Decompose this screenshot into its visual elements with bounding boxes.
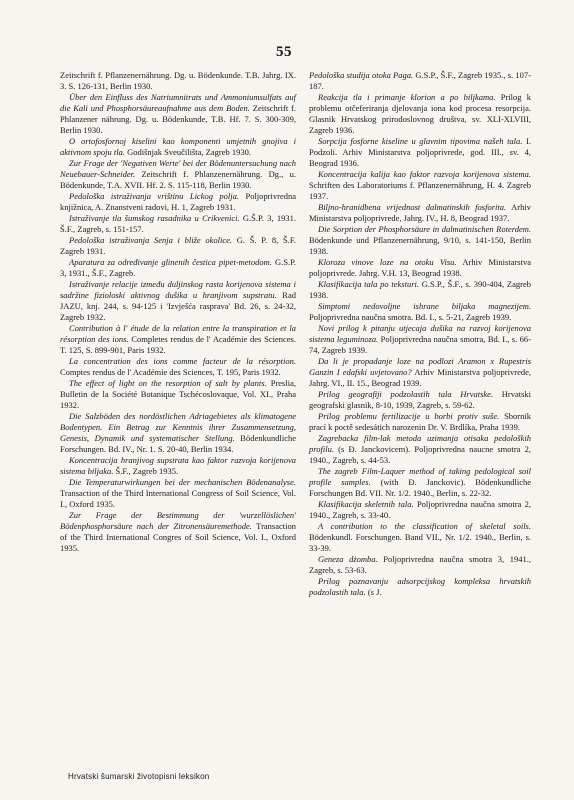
entry-title: Simptomi nedovoljne ishrane biljaka magnezijem.	[318, 301, 531, 311]
entry-details: Sbornik prací k poctě sedesátich narozenin Dr. V. Brdlíka, Praha 1939.	[309, 411, 532, 432]
bibliography-entry	[309, 521, 531, 554]
bibliography-entry	[309, 257, 531, 279]
bibliography-entry	[309, 466, 531, 499]
entry-title: The zagreb Film-Laquer method of taking pedological soil profile samples.	[309, 466, 531, 487]
entry-title: Novi prilog k pitanju utjecaja dušika na razvoj korijenova sistema leguminoza.	[309, 323, 531, 344]
bibliography-right-column	[309, 70, 531, 598]
bibliography-entry	[309, 576, 531, 598]
bibliography-entry	[60, 191, 296, 213]
page-footer: Hrvatski šumarski životopisni leksikon	[68, 772, 210, 781]
entry-details: Poljoprivredna naučna smotra 2, 1940., Zagreb, s. 33-40.	[309, 499, 531, 520]
entry-details: G.S.P., Š.F., s. 390-404, Zagreb 1938.	[309, 279, 531, 300]
bibliography-entry	[309, 224, 531, 257]
bibliography-entry	[60, 455, 296, 477]
entry-details: G. Š. P. 8, Š.F. Zagreb 1931.	[60, 235, 296, 256]
bibliography-entry	[309, 433, 531, 466]
bibliography-entry	[60, 70, 296, 92]
entry-details: Prilog k problemu otčeferiranja djelovanja iona kod procesa resorpcija. Glasnik Hrvatskog prirodoslovnog društva, sv. XLI-XLVIII, Zagreb 1936.	[309, 92, 531, 135]
bibliography-entry	[60, 279, 296, 323]
entry-details: Transaction of the Third International Congres of Soil Science, Vol. I., Oxford 1935.	[60, 521, 297, 553]
entry-details: Comptes rendus de l' Académie des Sciences, T. 195, Paris 1932.	[60, 367, 281, 377]
entry-title: Sorpcija fosforne kiseline u glavnim tipovima našeh tala.	[318, 136, 523, 146]
bibliography-entry	[309, 92, 531, 136]
entry-title: Reakcija tla i primanje klorion a po biljkama.	[318, 92, 496, 102]
entry-title: Prilog problemu fertilizacije u borbi protiv suše.	[318, 411, 500, 421]
entry-title: Da li je propadanje loze na podlozi Aramon x Rupestris Ganzin I edafski uvjetovano?	[309, 356, 531, 377]
entry-details: Zeitschrift f. Phlanzener nährung. Dg. u. Bödenkunde, T.B. Hf. 7. S. 300-309, Berlin 1930.	[60, 103, 297, 135]
entry-title: O ortofosfornoj kiselini kao komponenti umjetnih gnojiva i aktivnom spoju tla.	[60, 136, 296, 157]
entry-title: Klasifikacija skeletnih tala.	[318, 499, 414, 509]
bibliography-entry	[60, 378, 296, 411]
bibliography-entry	[60, 136, 296, 158]
bibliography-entry	[60, 213, 296, 235]
entry-title: Die Sorption der Phosphorsäure in dalmatinischen Roterdem.	[318, 224, 531, 234]
entry-details: Bödenkundl. Forschungen. Band VII., Nr. 1/2. 1940., Berlin, s. 33-39.	[309, 532, 531, 553]
entry-title: Pedološka istraživanja Senja i bliže okolice.	[69, 235, 233, 245]
entry-title: Koncentracija kalija kao faktor razvoja korijenova sistema.	[318, 169, 531, 179]
entry-title: Istraživanje relacije između duljinskog rasta korijenova sistema i sadržine fizioloski aktivnog dušika u hranjivom supstratu.	[60, 279, 296, 300]
entry-details: Zeitschrift f. Phlanzenernährung. Dg., u. Bödenkunde, T.A. XVII. Hf. 2. S. 115-118, Berlin 1930.	[60, 169, 296, 190]
entry-details: G.Š.P. 3, 1931. Š.F., Zagreb, s. 151-157.	[60, 213, 296, 234]
bibliography-entry	[309, 202, 531, 224]
entry-title: Istraživanje tla šumskog rasadnika u Crikvenici.	[69, 213, 240, 223]
bibliography-entry	[60, 356, 296, 378]
entry-details: (s Đ. Janckovicem). Poljoprivredna naucne smotra 2, 1940., Zagreb, s. 44-53.	[309, 444, 531, 465]
entry-details: Poljoprivredna naučna smotra 3, 1941., Zagreb, s. 53-63.	[309, 554, 531, 575]
entry-title: Geneza dżomba.	[318, 554, 378, 564]
entry-details: Š.F., Zagreb 1935.	[113, 466, 179, 476]
bibliography-entry	[309, 356, 531, 389]
bibliography-entry	[60, 323, 296, 356]
entry-details: I. Podzoli. Arhiv Ministarstva poljoprivrede, god. III., sv. 4, Beograd 1936.	[309, 136, 531, 168]
bibliography-left-column	[60, 70, 296, 554]
entry-details: Hrvatski geografski glasnik, 8-10, 1939, Zagreb, s. 59-62.	[309, 389, 531, 410]
bibliography-entry	[309, 279, 531, 301]
bibliography-entry	[60, 158, 296, 191]
entry-title: Kloroza vinove loze na otoku Visu.	[318, 257, 457, 267]
entry-details: Arhiv Ministarstva poljoprivrede, Jahrg. IV., H. 8, Beograd 1937.	[309, 202, 531, 223]
bibliography-entry	[309, 389, 531, 411]
entry-details: (s J.	[365, 587, 382, 597]
bibliography-entry	[309, 554, 531, 576]
entry-title: Aparatura za određivanje glinenih čestica pipet-metodom.	[69, 257, 272, 267]
entry-title: Über den Einfluss des Natriumnitrats und Ammoniumsulfats auf die Kali und Phosphorsäureaufnahme aus dem Boden.	[60, 92, 296, 113]
bibliography-entry	[60, 477, 296, 510]
entry-title: Zur Frage der Bestimmung der 'wurzellöslichen' Bödenphosphorsäure nach der Zitronensäuremethode.	[60, 510, 296, 531]
entry-details: Zeitschrift f. Pflanzenernährung. Dg. u. Bödenkunde. T.B. Jahrg. IX. 3. S. 126-131, Berlin 1930.	[60, 70, 296, 91]
bibliography-entry	[309, 136, 531, 169]
entry-title: The effect of light on the resorption of salt by plants.	[69, 378, 267, 388]
entry-title: Zagrebacka film-lak metoda uzimanja otisaka pedoloških profilu.	[309, 433, 531, 454]
entry-details: Preslia, Bulletin de la Société Botanique Tschécoslovaque, Vol. XI., Praha 1932.	[60, 378, 296, 410]
entry-title: Prilog poznavanju adsorpcijskog kompleksa hrvatskih podzolastih tala.	[309, 576, 531, 597]
entry-details: Bödenkunde und Pflanzenernährung, 9/10, s. 141-150, Berlin 1938.	[309, 235, 531, 256]
entry-details: Transaction of the Third International Congress of Soil Science, Vol. I., Oxford 1935.	[60, 488, 296, 509]
entry-details: Poljoprivredna naučna smotra, Bd. I., s. 66-74, Zagreb 1939.	[309, 334, 531, 355]
entry-details: (with Đ. Janckovic). Bödenkundliche Forschungen Bd. VII. Nr. 1/2. 1940., Berlin, s. 22-32.	[309, 477, 531, 498]
entry-details: Godišnjak Sveučilišta, Zagreb 1930.	[124, 147, 251, 157]
bibliography-entry	[60, 235, 296, 257]
entry-title: Klasifikacija tala po teksturi.	[318, 279, 420, 289]
page-number: 55	[276, 44, 292, 60]
entry-title: Pedološka studija otoka Paga.	[309, 70, 414, 80]
entry-details: Poljoprivredna knjižnica, A. Znanstveni radovi, H. 1, Zagreb 1931.	[60, 191, 296, 212]
entry-details: Completes rendus de l' Académie des Sciences. T. 125, S. 899-901, Paris 1932.	[60, 334, 296, 355]
entry-title: Biljno-hranidbena vrijednost dalmatinskih fosforita.	[318, 202, 507, 212]
bibliography-entry	[60, 257, 296, 279]
entry-details: Bödenkundliche Forschungen. Bd. IV., Nr. 1. S. 20-40, Berlin 1934.	[60, 433, 297, 454]
entry-details: Arhiv Ministarstva poljoprivrede, Jahrg. VI., II. 15., Beograd 1939.	[309, 367, 531, 388]
entry-details: Schriften des Laboratoriums f. Pflanzenernährung, H. 4. Zagreb 1937.	[309, 180, 531, 201]
entry-details: Rad JAZU, knj. 244, s. 94-125 i 'Izvješća rasprava' Bd. 26, s. 24-32, Zagreb 1932.	[60, 290, 296, 322]
entry-details: Poljoprivredna naučna smotra. Bd. I., s. 5-21, Zagreb 1939.	[309, 312, 512, 322]
entry-details: Arhiv Ministarstva poljoprivrede. Jahrg. V.H. 13, Beograd 1938.	[309, 257, 531, 278]
bibliography-entry	[60, 510, 296, 554]
bibliography-entry	[60, 92, 296, 136]
bibliography-entry	[309, 411, 531, 433]
entry-title: Die Salzböden des nordöstlichen Adriagebietes als klimatogene Bodentypen. Ein Betrag zur Kenntnis ihrer Zusammensetzung, Genesis, Dynamik und systematischer Stellung.	[60, 411, 296, 443]
entry-title: La concentration des ions comme facteur de la résorption.	[69, 356, 296, 366]
entry-title: Pedološka istraživanja vrištinu Lickog polja.	[69, 191, 240, 201]
bibliography-entry	[309, 301, 531, 323]
entry-title: Zur Frage der 'Negativen Werte' bei der Bödenuntersuchung nach Neuebauer-Schneider.	[60, 158, 296, 179]
entry-details: G.S.P. 3, 1931., Š.F., Zagreb.	[60, 257, 296, 278]
entry-details: G.S.P., Š.F., Zagreb 1935., s. 107-187.	[309, 70, 531, 91]
bibliography-entry	[309, 70, 531, 92]
bibliography-entry	[309, 169, 531, 202]
entry-title: Prilog geografiji podzolastih tala Hrvatske.	[318, 389, 494, 399]
bibliography-entry	[309, 499, 531, 521]
bibliography-entry	[309, 323, 531, 356]
entry-title: Die Temperaturwirkungen bei der mechanischen Bödenanalyse.	[69, 477, 296, 487]
entry-title: A contribution to the classification of skeletal soils.	[318, 521, 531, 531]
entry-title: Contribution à l' étude de la relation entre la transpiration et la résorption des ions.	[60, 323, 296, 344]
entry-title: Koncentracija hranjivog supstrata kao faktor razvoja korijenova sistema biljaka.	[60, 455, 296, 476]
bibliography-entry	[60, 411, 296, 455]
